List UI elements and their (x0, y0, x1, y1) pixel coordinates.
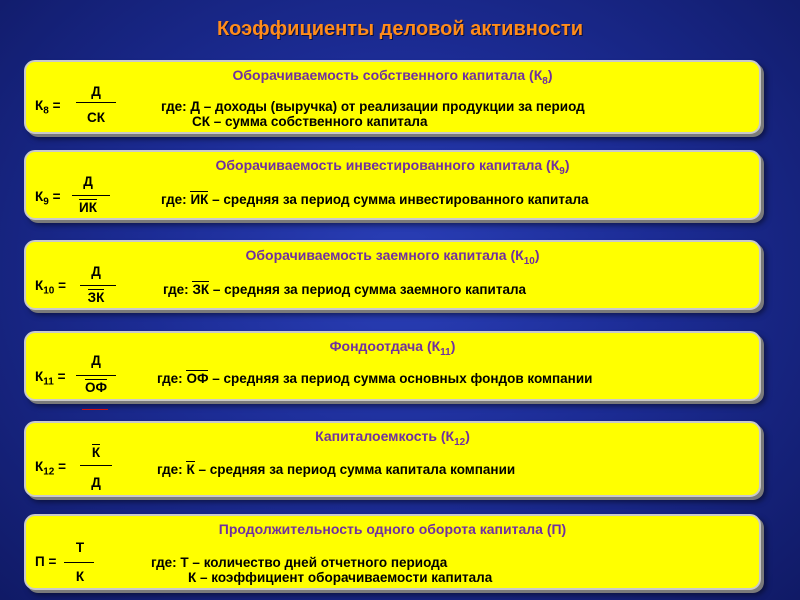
fraction-line (80, 285, 116, 286)
formula-card-k8 (24, 60, 761, 134)
formula-lhs: $К_{11}$ = (35, 369, 66, 388)
page-title: Коэффициенты деловой активности (216, 18, 584, 40)
formula-card-p (24, 514, 761, 590)
fraction-denominator: СК (87, 110, 105, 125)
fraction-denominator: К (75, 569, 85, 584)
fraction-numerator: Д (91, 84, 101, 99)
formula-card-k11 (24, 331, 761, 401)
card-title: Продолжительность одного оборота капитала (П) (218, 521, 567, 537)
fraction-numerator: К (91, 445, 101, 460)
fraction-line (76, 102, 116, 103)
definition-line-1: где: Т – количество дней отчетного периода (151, 555, 448, 570)
fraction-line (76, 375, 116, 376)
fraction-denominator: ЗК (87, 290, 105, 305)
definition-line: где: ЗК – средняя за период сумма заемного капитала (163, 282, 527, 297)
formula-card-k12 (24, 421, 761, 497)
definition-line: где: ИК – средняя за период сумма инвестированного капитала (161, 192, 589, 207)
definition-line-2: СК – сумма собственного капитала (192, 114, 428, 129)
formula-card-k10 (24, 240, 761, 310)
formula-lhs: $К_8$ = (35, 98, 61, 117)
fraction-line (64, 562, 94, 563)
card-title: Капиталоемкость $(К_{12})$ (315, 428, 470, 448)
formula-lhs: П = (35, 554, 57, 569)
fraction-numerator: Д (91, 264, 101, 279)
formula-lhs: $К_9$ = (35, 189, 61, 208)
formula-card-k9 (24, 150, 761, 220)
fraction-numerator: Д (83, 174, 93, 189)
formula-lhs: $К_{12}$ = (35, 459, 67, 478)
fraction-denominator: ОФ (84, 380, 108, 395)
underline-mark (82, 409, 108, 410)
fraction-line (72, 195, 110, 196)
formula-lhs: $К_{10}$ = (35, 278, 67, 297)
definition-line: где: К – средняя за период сумма капитала компании (157, 462, 516, 477)
card-title: Оборачиваемость собственного капитала $(К_8)$ (232, 67, 553, 87)
fraction-numerator: Т (75, 540, 85, 555)
card-title: Оборачиваемость инвестированного капитала $(К_9)$ (215, 157, 570, 177)
card-title: Оборачиваемость заемного капитала $(К_{10})$ (245, 247, 540, 267)
fraction-denominator: Д (91, 475, 101, 490)
fraction-line (80, 465, 112, 466)
definition-line-2: К – коэффициент оборачиваемости капитала (188, 570, 493, 585)
definition-line-1: где: Д – доходы (выручка) от реализации продукции за период (161, 99, 585, 114)
fraction-numerator: Д (91, 353, 101, 368)
definition-line: где: ОФ – средняя за период сумма основных фондов компании (157, 371, 593, 386)
card-title: Фондоотдача $(К_{11})$ (329, 338, 456, 358)
fraction-denominator: ИК (79, 200, 97, 215)
